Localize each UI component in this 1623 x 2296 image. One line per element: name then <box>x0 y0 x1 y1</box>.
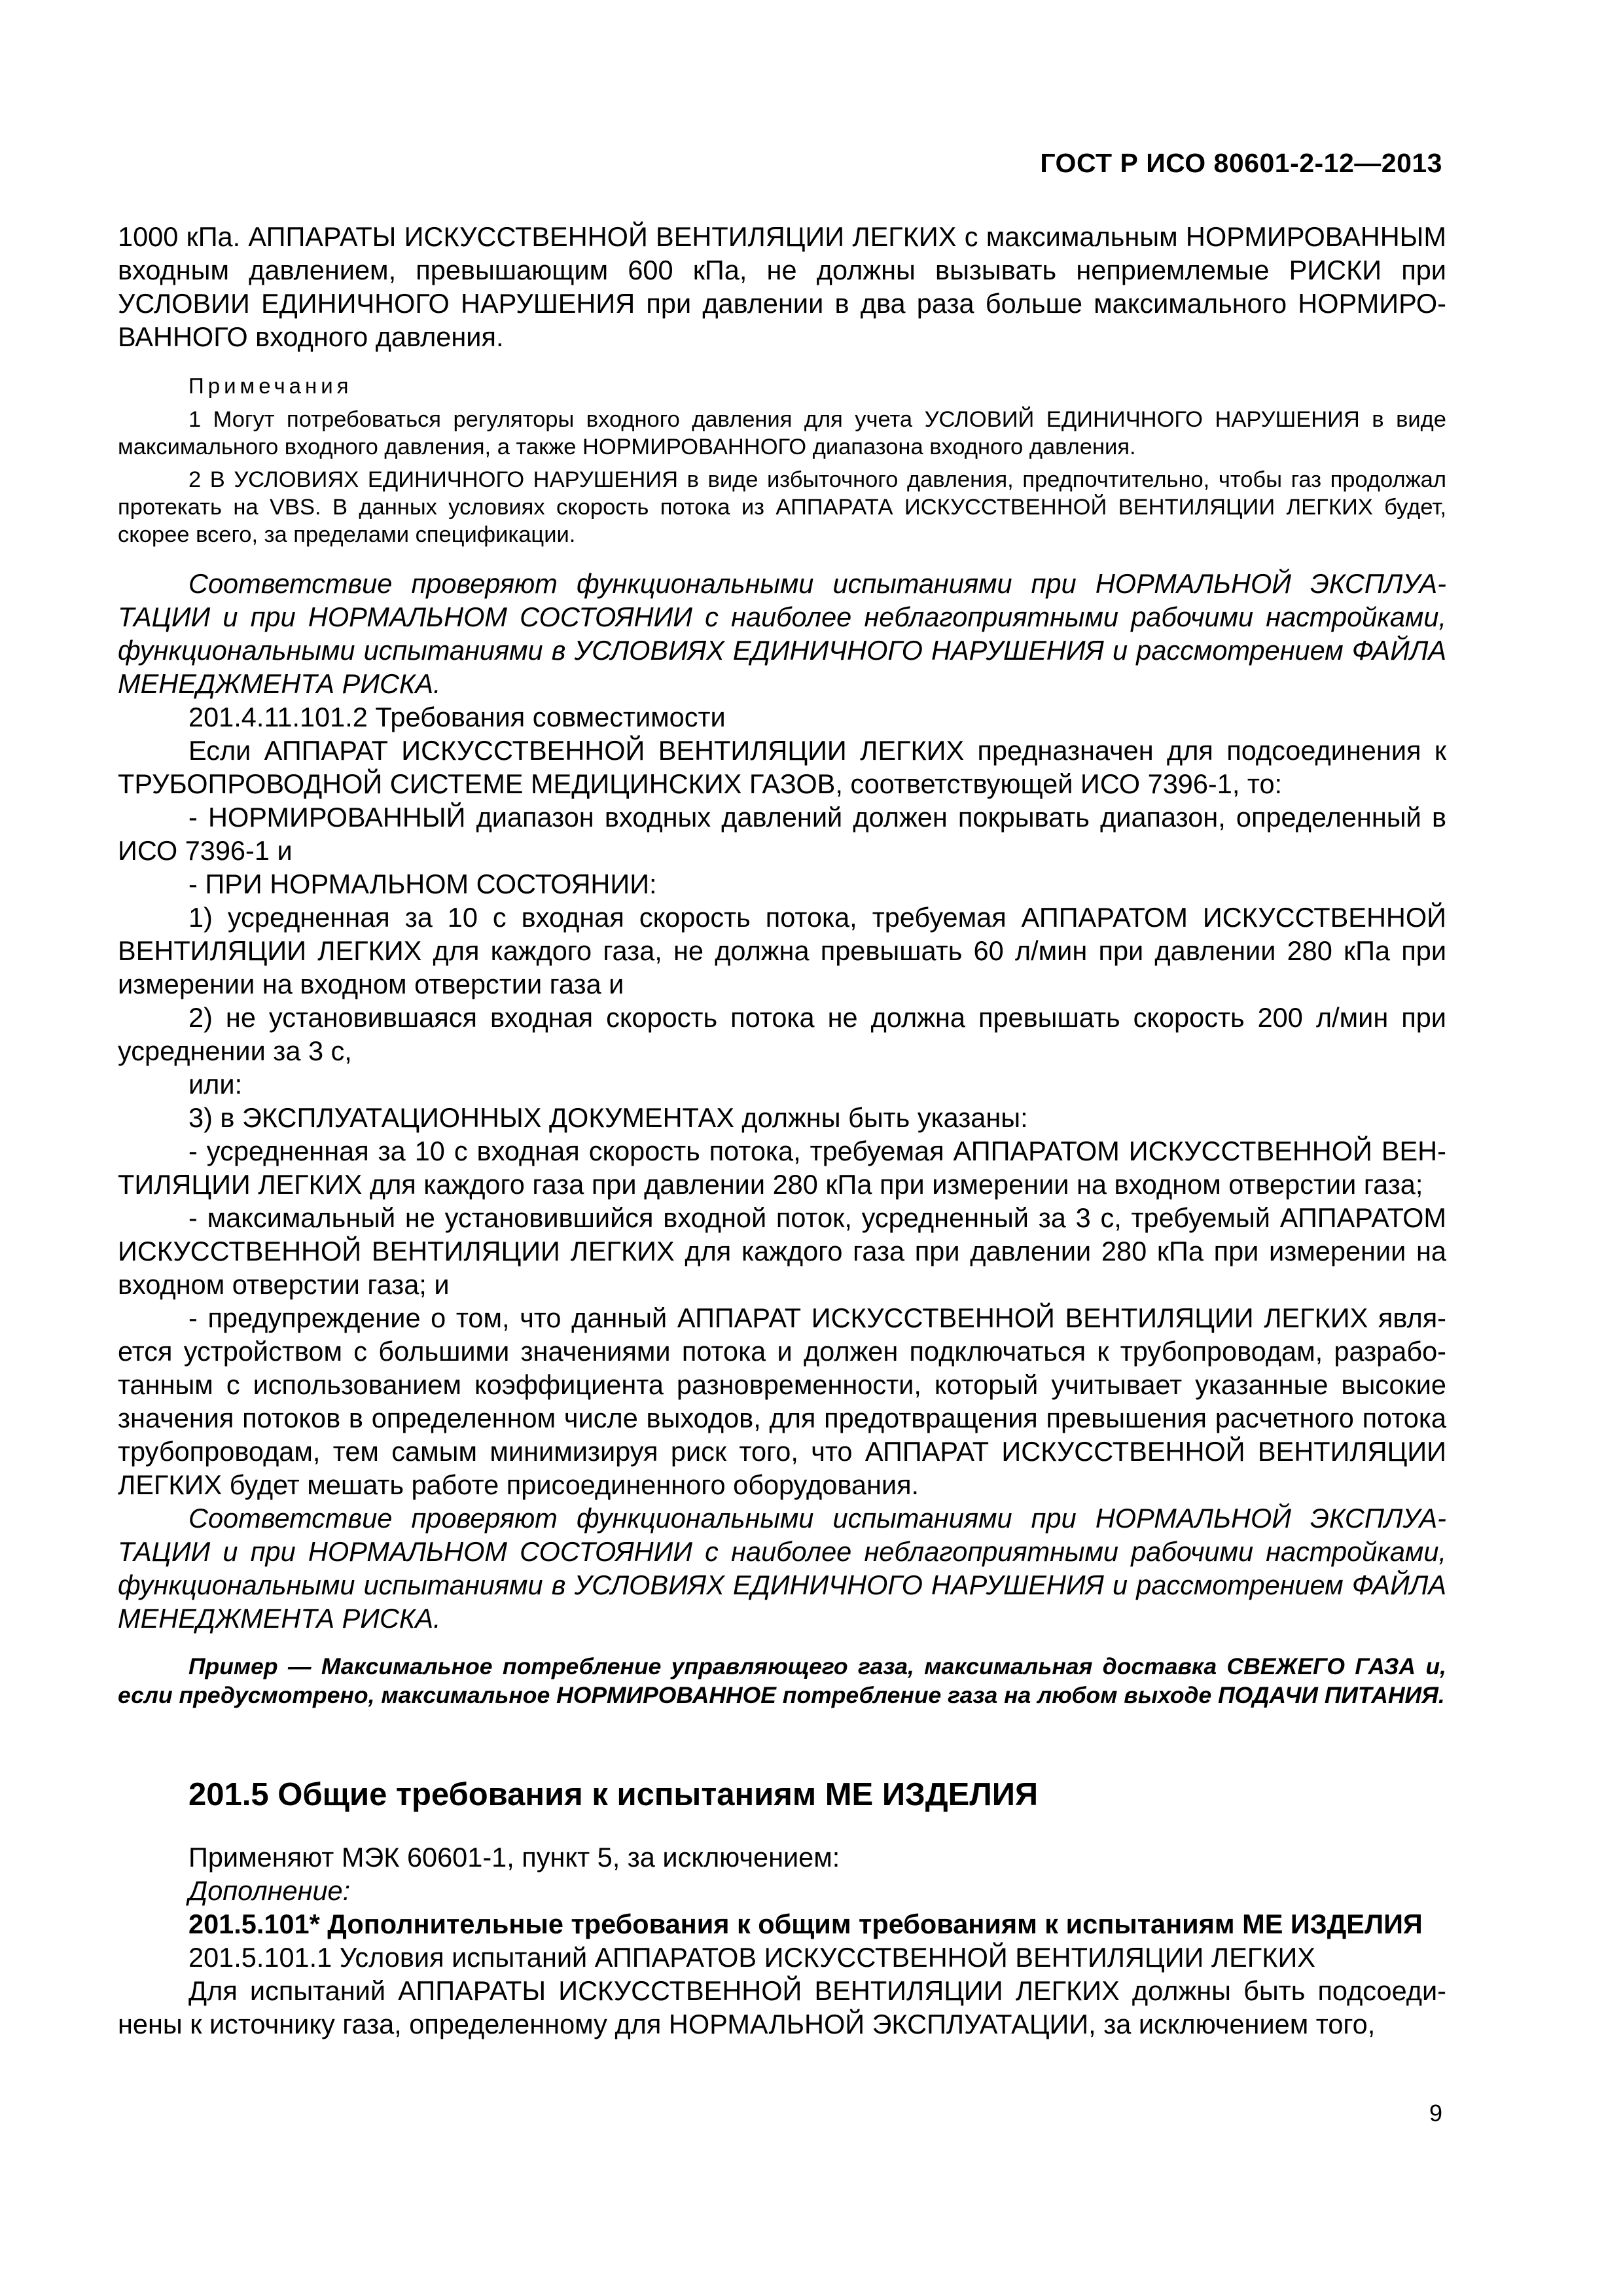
paragraph-input-pressure: 1000 кПа. АППАРАТЫ ИСКУССТВЕННОЙ ВЕНТИЛЯЦИИ ЛЕГКИХ с максимальным НОРМИРОВАННЫМ входным давлением, превышающим 600 кПа, не должны вызывать неприемлемые РИСКИ при УСЛОВИИ ЕДИНИЧНОГО НАРУШЕНИЯ при давлении в два раза больше максимального НОРМИРОВАННОГО входного давления. <box>118 221 1446 352</box>
section-201-5-heading: 201.5 Общие требования к испытаниям МЕ ИЗДЕЛИЯ <box>188 1777 1039 1812</box>
page-content <box>118 220 1446 2041</box>
paragraph-apply: Применяют МЭК 60601-1, пункт 5, за исключением: <box>188 1842 840 1873</box>
compliance-statement-2: Соответствие проверяют функциональными испытаниями при НОРМАЛЬНОЙ ЭКСПЛУАТАЦИИ и при НОРМАЛЬНОМ СОСТОЯНИИ с наиболее неблагоприятными рабочими настройками, функциональными испытаниями в УСЛОВИЯХ ЕДИНИЧНОГО НАРУШЕНИЯ и рассмотрением ФАЙЛА МЕНЕДЖМЕНТА РИСКА. <box>118 1503 1446 1634</box>
compliance-statement-1: Соответствие проверяют функциональными испытаниями при НОРМАЛЬНОЙ ЭКСПЛУАТАЦИИ и при НОРМАЛЬНОМ СОСТОЯНИИ с наиболее неблагоприятными рабочими настройками, функциональными испытаниями в УСЛОВИЯХ ЕДИНИЧНОГО НАРУШЕНИЯ и рассмотрением ФАЙЛА МЕНЕДЖМЕНТА РИСКА. <box>118 568 1446 699</box>
note-1: 1 Могут потребоваться регуляторы входного давления для учета УСЛОВИЙ ЕДИНИЧНОГО НАРУШЕНИЯ в виде максимального входного давления, а также НОРМИРОВАННОГО диапазона входного давления. <box>118 407 1446 459</box>
addition-label: Дополнение: <box>188 1875 351 1906</box>
document-code-header: ГОСТ Р ИСО 80601-2-12—2013 <box>1040 148 1442 178</box>
clause-201-5-101-heading: 201.5.101* Дополнительные требования к общим требованиям к испытаниям МЕ ИЗДЕЛИЯ <box>188 1909 1423 1939</box>
list-connector-or: или: <box>188 1069 243 1100</box>
notes-heading: Примечания <box>188 374 353 398</box>
list-item-pressure-range: - НОРМИРОВАННЫЙ диапазон входных давлений должен покрывать диапазон, определенный в ИСО 7396-1 и <box>118 802 1446 866</box>
list-item-2: 2) не установившаяся входная скорость потока не должна превышать скорость 200 л/мин при усреднении за 3 с, <box>118 1002 1446 1066</box>
list-item-1: 1) усредненная за 10 с входная скорость потока, требуемая АППАРАТОМ ИСКУССТВЕННОЙ ВЕНТИЛЯЦИИ ЛЕГКИХ для каждого газа, не должна превышать 60 л/мин при давлении 280 кПа при измерении на входном отверстии газа и <box>118 902 1446 999</box>
list-item-3b: - максимальный не установившийся входной поток, усредненный за 3 с, требуемый АППАРАТОМ ИСКУССТВЕННОЙ ВЕНТИЛЯЦИИ ЛЕГКИХ для каждого газа при давлении 280 кПа при измерении на входном отверстии газа; и <box>118 1202 1446 1300</box>
list-item-3: 3) в ЭКСПЛУАТАЦИОННЫХ ДОКУМЕНТАХ должны быть указаны: <box>188 1102 1028 1133</box>
list-item-3c: - предупреждение о том, что данный АППАРАТ ИСКУССТВЕННОЙ ВЕНТИЛЯЦИИ ЛЕГКИХ является устройством с большими значениями потока и должен подключаться к трубопроводам, разработанным с использованием коэффициента разновременности, который учитывает указанные высокие значения потоков в определенном числе выходов, для предотвращения превышения расчетного потока трубопроводам, тем самым минимизируя риск того, что АППАРАТ ИСКУССТВЕННОЙ ВЕНТИЛЯЦИИ ЛЕГКИХ будет мешать работе присоединенного оборудования. <box>118 1302 1446 1500</box>
page-number: 9 <box>1429 2100 1442 2126</box>
clause-201-4-11-101-2-heading: 201.4.11.101.2 Требования совместимости <box>188 702 726 732</box>
paragraph-test-conditions: Для испытаний АППАРАТЫ ИСКУССТВЕННОЙ ВЕНТИЛЯЦИИ ЛЕГКИХ должны быть подсоединены к источнику газа, определенному для НОРМАЛЬНОЙ ЭКСПЛУАТАЦИИ, за исключением того, <box>118 1975 1446 2039</box>
note-2: 2 В УСЛОВИЯХ ЕДИНИЧНОГО НАРУШЕНИЯ в виде избыточного давления, предпочтительно, чтобы газ продолжал протекать на VBS. В данных условиях скорость потока из АППАРАТА ИСКУССТВЕННОЙ ВЕНТИЛЯЦИИ ЛЕГКИХ будет, скорее всего, за пределами спецификации. <box>118 467 1446 547</box>
list-item-normal-condition: - ПРИ НОРМАЛЬНОМ СОСТОЯНИИ: <box>188 869 657 899</box>
paragraph-compatibility: Если АППАРАТ ИСКУССТВЕННОЙ ВЕНТИЛЯЦИИ ЛЕГКИХ предназначен для подсоединения к ТРУБОПРОВОДНОЙ СИСТЕМЕ МЕДИЦИНСКИХ ГАЗОВ, соответствующей ИСО 7396-1, то: <box>118 735 1446 799</box>
example-note: Пример — Максимальное потребление управляющего газа, максимальная доставка СВЕЖЕГО ГАЗА и, если предусмотрено, максимальное НОРМИРОВАННОЕ потребление газа на любом выходе ПОДАЧИ ПИТАНИЯ. <box>118 1653 1446 1708</box>
clause-201-5-101-1-heading: 201.5.101.1 Условия испытаний АППАРАТОВ ИСКУССТВЕННОЙ ВЕНТИЛЯЦИИ ЛЕГКИХ <box>188 1942 1315 1973</box>
list-item-3a: - усредненная за 10 с входная скорость потока, требуемая АППАРАТОМ ИСКУССТВЕННОЙ ВЕНТИЛЯЦИИ ЛЕГКИХ для каждого газа при давлении 280 кПа при измерении на входном отверстии газа; <box>118 1136 1446 1200</box>
